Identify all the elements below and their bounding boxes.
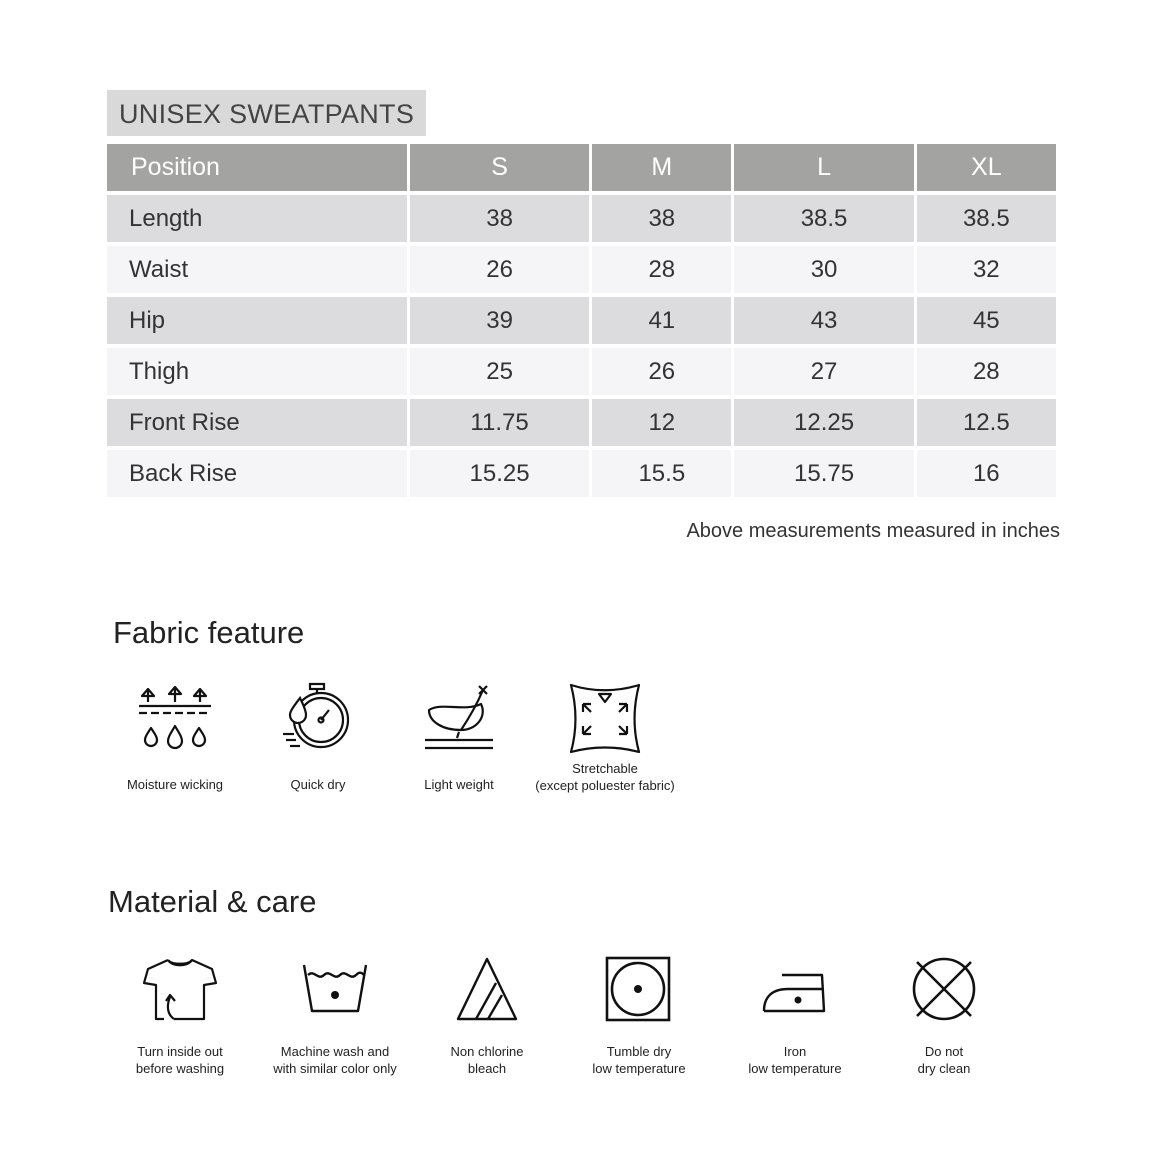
material-care-title: Material & care <box>108 884 317 919</box>
table-header-row <box>107 144 1056 191</box>
table-cell: 38.5 <box>917 195 1056 242</box>
size-chart-table <box>104 140 1059 501</box>
machine-wash-icon <box>300 955 370 1025</box>
feature-light-weight <box>399 682 519 793</box>
care-iron <box>735 955 855 1077</box>
feature-stretchable <box>525 682 685 794</box>
table-cell: 12 <box>592 399 731 446</box>
table-row <box>107 450 1056 497</box>
table-cell: 16 <box>917 450 1056 497</box>
table-cell: 15.75 <box>734 450 913 497</box>
care-label: Do not dry clean <box>917 1044 971 1076</box>
feature-label: Moisture wicking <box>126 777 224 792</box>
column-header-m: M <box>592 144 731 191</box>
table-cell: 11.75 <box>410 399 589 446</box>
care-non-chlorine-bleach <box>427 955 547 1077</box>
row-label: Back Rise <box>107 450 407 497</box>
care-label: Iron low temperature <box>748 1044 842 1076</box>
page-title: UNISEX SWEATPANTS <box>107 90 426 136</box>
turn-inside-out-icon <box>140 955 220 1025</box>
table-cell: 15.25 <box>410 450 589 497</box>
column-header-position: Position <box>107 144 407 191</box>
table-cell: 43 <box>734 297 913 344</box>
do-not-dry-clean-icon <box>909 955 979 1025</box>
tumble-dry-icon <box>604 955 674 1025</box>
table-row <box>107 297 1056 344</box>
table-cell: 38 <box>592 195 731 242</box>
quick-dry-icon <box>280 682 356 752</box>
column-header-xl: XL <box>917 144 1056 191</box>
feature-quick-dry <box>258 682 378 793</box>
table-cell: 26 <box>592 348 731 395</box>
row-label: Front Rise <box>107 399 407 446</box>
care-do-not-dry-clean <box>884 955 1004 1077</box>
table-cell: 28 <box>592 246 731 293</box>
feature-label: Quick dry <box>290 777 346 792</box>
table-cell: 28 <box>917 348 1056 395</box>
table-cell: 38 <box>410 195 589 242</box>
non-chlorine-bleach-icon <box>452 955 522 1025</box>
table-row <box>107 399 1056 446</box>
table-cell: 27 <box>734 348 913 395</box>
care-label: Machine wash and with similar color only <box>273 1044 397 1076</box>
table-cell: 38.5 <box>734 195 913 242</box>
table-cell: 41 <box>592 297 731 344</box>
table-cell: 25 <box>410 348 589 395</box>
iron-icon <box>760 955 830 1025</box>
row-label: Waist <box>107 246 407 293</box>
table-cell: 12.5 <box>917 399 1056 446</box>
table-row <box>107 195 1056 242</box>
measurement-note: Above measurements measured in inches <box>686 520 1060 542</box>
feature-label: Stretchable (except poluester fabric) <box>535 761 675 793</box>
table-cell: 26 <box>410 246 589 293</box>
table-row <box>107 246 1056 293</box>
feature-label: Light weight <box>424 777 494 792</box>
care-tumble-dry <box>579 955 699 1077</box>
care-label: Turn inside out before washing <box>135 1044 225 1076</box>
row-label: Hip <box>107 297 407 344</box>
table-cell: 39 <box>410 297 589 344</box>
row-label: Length <box>107 195 407 242</box>
care-turn-inside-out <box>120 955 240 1077</box>
table-cell: 45 <box>917 297 1056 344</box>
table-row <box>107 348 1056 395</box>
light-weight-icon <box>421 682 497 752</box>
table-cell: 30 <box>734 246 913 293</box>
feature-moisture-wicking <box>115 682 235 793</box>
care-label: Non chlorine bleach <box>450 1044 524 1076</box>
table-cell: 12.25 <box>734 399 913 446</box>
column-header-s: S <box>410 144 589 191</box>
care-machine-wash <box>270 955 400 1077</box>
column-header-l: L <box>734 144 913 191</box>
row-label: Thigh <box>107 348 407 395</box>
care-label: Tumble dry low temperature <box>592 1044 686 1076</box>
moisture-wicking-icon <box>137 682 213 752</box>
table-cell: 32 <box>917 246 1056 293</box>
stretchable-icon <box>567 682 643 756</box>
fabric-feature-title: Fabric feature <box>113 615 305 650</box>
table-cell: 15.5 <box>592 450 731 497</box>
